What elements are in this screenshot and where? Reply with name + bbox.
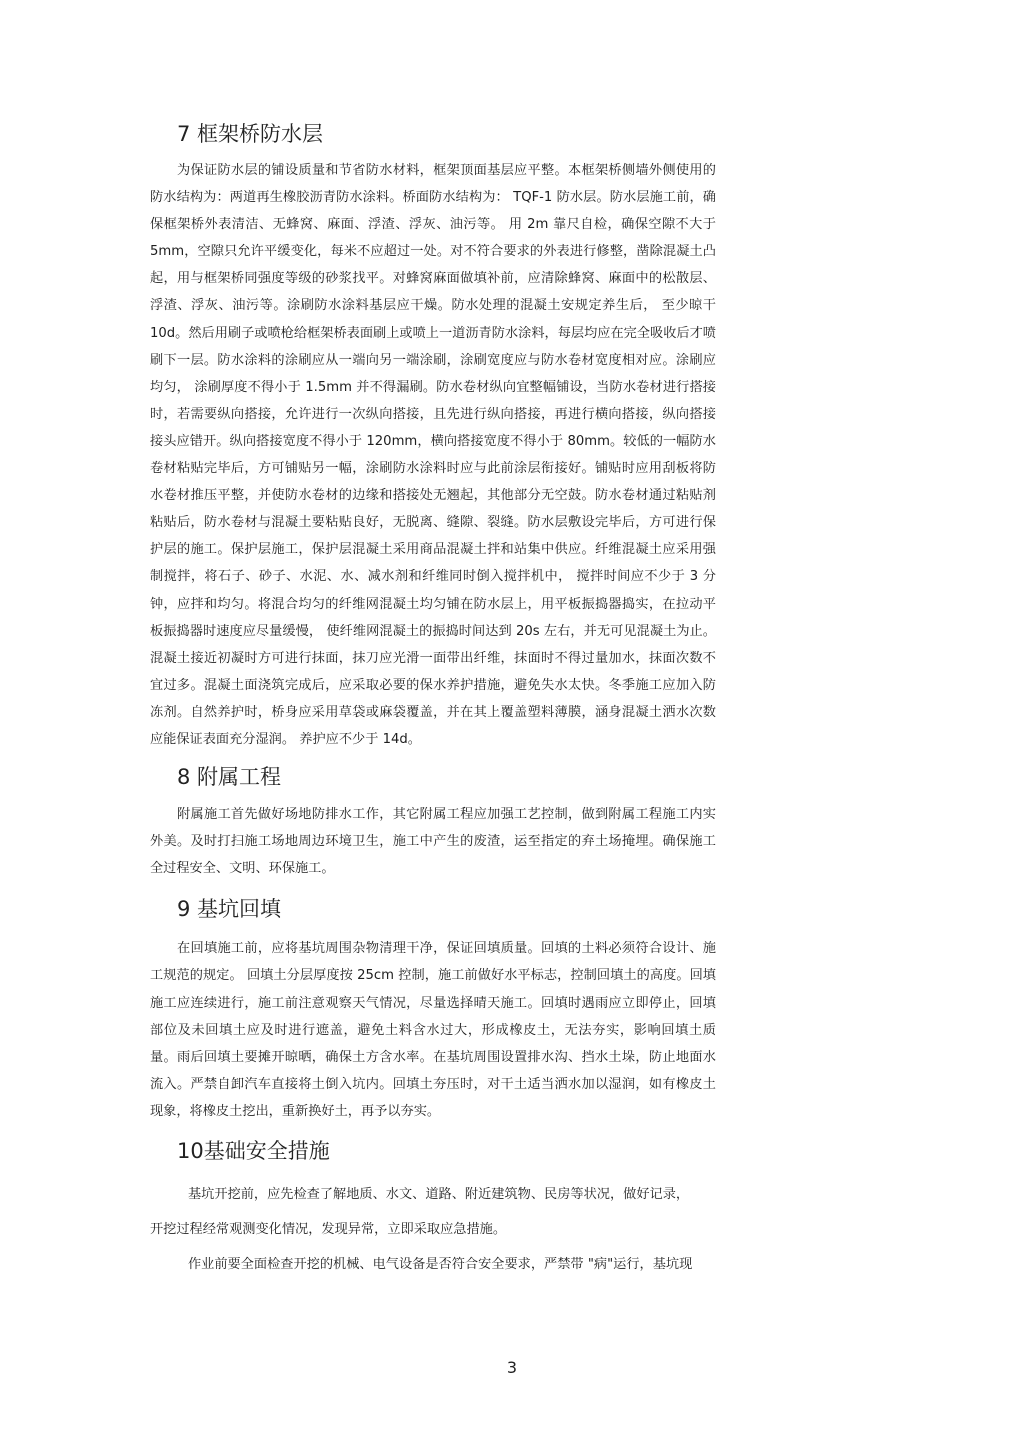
section-paragraph: 为保证防水层的铺设质量和节省防水材料，框架顶面基层应平整。本框架桥侧墙外侧使用的防水结构为：两道再生橡胶沥青防水涂料。桥面防水结构为： TQF-1 防水层。防水层施工前，确保框架桥外表清洁、无蜂窝、麻面、浮渣、浮灰、油污等。 用 2m 靠尺自检，确保空隙不大于 5mm，空隙只允许平缓变化，每米不应超过一处。对不符合要求的外表进行修整，凿除混凝土凸起，用与框架桥同强度等级的砂浆找平。对蜂窝麻面做填补前，应清除蜂窝、麻面中的松散层、浮渣、浮灰、油污等。涂刷防水涂料基层应干燥。防水处理的混凝土安规定养生后， 至少晾干 10d。然后用刷子或喷枪给框架桥表面刷上或喷上一道沥青防水涂料，每层均应在完全吸收后才喷刷下一层。防水涂料的涂刷应从一端向另一端涂刷，涂刷宽度应与防水卷材宽度相对应。涂刷应均匀， 涂刷厚度不得小于 1.5mm 并不得漏刷。防水卷材纵向宜整幅铺设，当防水卷材进行搭接时，若需要纵向搭接，允许进行一次纵向搭接，且先进行纵向搭接，再进行横向搭接，纵向搭接接头应错开。纵向搭接宽度不得小于 120mm，横向搭接宽度不得小于 80mm。较低的一幅防水卷材粘贴完毕后，方可铺贴另一幅，涂刷防水涂料时应与此前涂层衔接好。铺贴时应用刮板将防水卷材推压平整，并使防水卷材的边缘和搭接处无翘起，其他部分无空鼓。防水卷材通过粘贴剂粘贴后，防水卷材与混凝土要粘贴良好，无脱离、缝隙、裂缝。防水层敷设完毕后，方可进行保护层的施工。保护层施工，保护层混凝土采用商品混凝土拌和站集中供应。纤维混凝土应采用强制搅拌，将石子、砂子、水泥、水、减水剂和纤维同时倒入搅拌机中， 搅拌时间应不少于 3 分钟，应拌和均匀。将混合均匀的纤维网混凝土均匀铺在防水层上，用平板振捣器捣实，在拉动平板振捣器时速度应尽量缓慢， 使纤维网混凝土的振捣时间达到 20s 左右，并无可见混凝土为止。混凝土接近初凝时方可进行抹面，抹刀应光滑一面带出纤维，抹面时不得过量加水，抹面次数不宜过多。混凝土面浇筑完成后，应采取必要的保水养护措施，避免失水太快。冬季施工应加入防冻剂。自然养护时，桥身应采用草袋或麻袋覆盖，并在其上覆盖塑料薄膜，涵身混凝土洒水次数应能保证表面充分湿润。 养护应不少于 14d。	[150, 163, 716, 747]
section-pit-backfill	[150, 893, 716, 1125]
section-waterproof-layer	[150, 118, 716, 753]
section-safety-measures	[150, 1135, 716, 1282]
section-paragraph: 基坑开挖前，应先检查了解地质、水文、道路、附近建筑物、民房等状况，做好记录，	[188, 1187, 690, 1202]
section-paragraph: 作业前要全面检查开挖的机械、电气设备是否符合安全要求，严禁带 "病"运行，基坑现	[188, 1257, 693, 1272]
section-paragraph: 附属施工首先做好场地防排水工作，其它附属工程应加强工艺控制，做到附属工程施工内实外美。及时打扫施工场地周边环境卫生，施工中产生的废渣，运至指定的弃土场掩埋。确保施工全过程安全、文明、环保施工。	[150, 807, 716, 877]
section-heading: 10基础安全措施	[177, 1139, 330, 1163]
section-paragraph: 在回填施工前，应将基坑周围杂物清理干净，保证回填质量。回填的土料必须符合设计、施工规范的规定。 回填土分层厚度按 25cm 控制，施工前做好水平标志，控制回填土的高度。回填施工应连续进行，施工前注意观察天气情况，尽量选择晴天施工。回填时遇雨应立即停止，回填部位及未回填土应及时进行遮盖，避免土料含水过大，形成橡皮土，无法夯实，影响回填土质量。雨后回填土要摊开晾晒，确保土方含水率。在基坑周围设置排水沟、挡水土垛，防止地面水流入。严禁自卸汽车直接将土倒入坑内。回填土夯压时，对干土适当洒水加以湿润，如有橡皮土现象，将橡皮土挖出，重新换好土，再予以夯实。	[150, 941, 716, 1119]
section-paragraph: 开挖过程经常观测变化情况，发现异常，立即采取应急措施。	[150, 1222, 507, 1237]
section-heading: 7 框架桥防水层	[177, 122, 324, 146]
section-ancillary-works	[150, 761, 716, 882]
section-heading: 9 基坑回填	[177, 897, 282, 922]
section-heading: 8 附属工程	[177, 765, 282, 790]
page-content	[150, 118, 716, 1282]
page-number: 3	[506, 1358, 518, 1377]
